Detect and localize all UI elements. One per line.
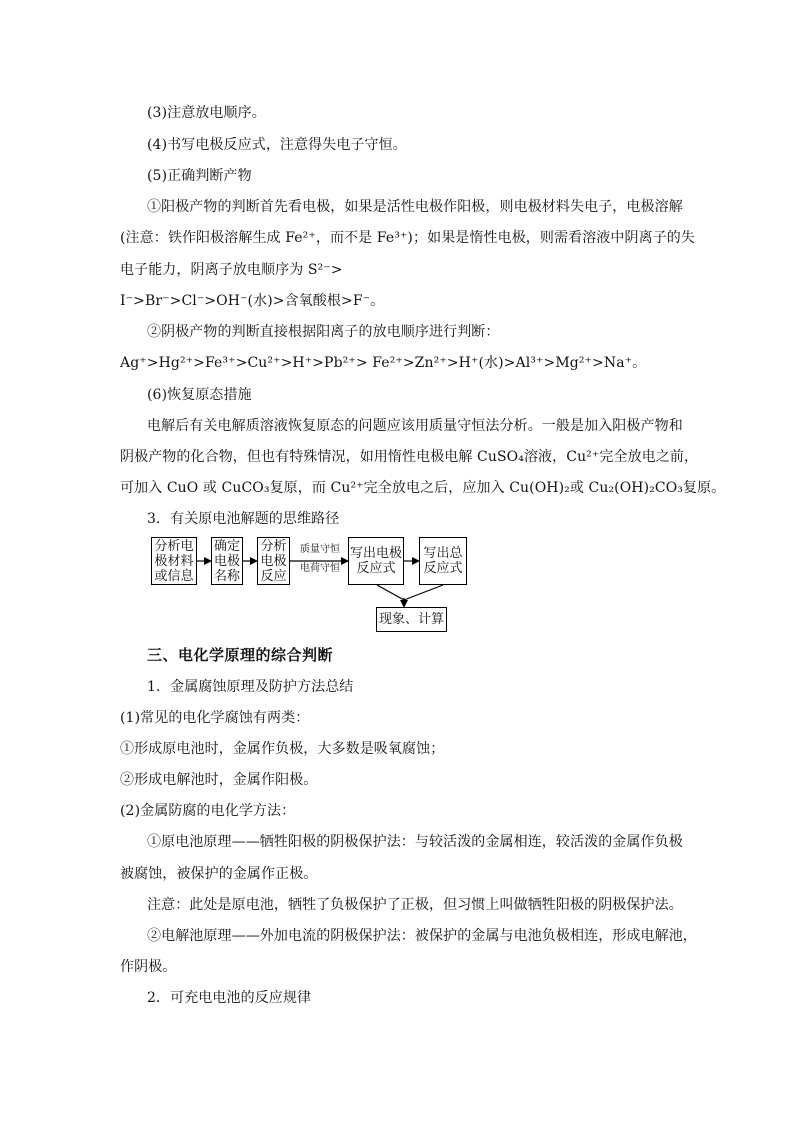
flow-box-phenomena: 现象、计算 [376, 607, 447, 632]
flow-box-overall-equation: 写出总 反应式 [419, 537, 467, 585]
text-line: Ag⁺>Hg²⁺>Fe³⁺>Cu²⁺>H⁺>Pb²⁺> Fe²⁺>Zn²⁺>H⁺(水)>Al³⁺>Mg²⁺>Na⁺。 [120, 355, 647, 371]
text-line: 阴极产物的化合物，但也有特殊情况，如用惰性电极电解 CuSO₄溶液，Cu²⁺完全放电之前， [120, 449, 699, 465]
text-line: 1．金属腐蚀原理及防护方法总结 [147, 679, 354, 695]
text-line: (4)书写电极反应式，注意得失电子守恒。 [147, 137, 407, 153]
connector [377, 585, 404, 600]
text-line: (3)注意放电顺序。 [147, 105, 266, 121]
flow-box-analyze-reaction: 分析 电极 反应 [257, 537, 290, 585]
text-line: ②形成电解池时，金属作阳极。 [120, 772, 318, 788]
text-line: (1)常见的电化学腐蚀有两类： [120, 710, 310, 726]
text-line: I⁻>Br⁻>Cl⁻>OH⁻(水)>含氧酸根>F⁻。 [120, 293, 385, 309]
flow-box-analyze-material: 分析电 极材料 或信息 [151, 537, 197, 585]
text-line: ①形成原电池时，金属作负极，大多数是吸氧腐蚀； [120, 741, 445, 757]
text-line: 电子能力，阴离子放电顺序为 S²⁻> [120, 262, 343, 278]
text-line: (2)金属防腐的电化学方法： [120, 803, 296, 819]
connector [404, 585, 443, 600]
text-line: ②电解池原理——外加电流的阴极保护法：被保护的金属与电池负极相连，形成电解池， [147, 928, 697, 944]
text-line: 作阴极。 [120, 959, 177, 975]
text-line: (5)正确判断产物 [147, 168, 252, 184]
text-line: (6)恢复原态措施 [147, 387, 252, 403]
text-line: 可加入 CuO 或 CuCO₃复原，而 Cu²⁺完全放电之后，应加入 Cu(OH)₂或 Cu₂(OH)₂CO₃复原。 [120, 480, 726, 496]
section-heading: 三、电化学原理的综合判断 [147, 646, 334, 664]
text-line: 2．可充电电池的反应规律 [147, 990, 312, 1006]
text-line: ①阳极产物的判断首先看电极，如果是活性电极作阳极，则电极材料失电子，电极溶解 [147, 199, 683, 215]
arrow-label-charge: 电荷守恒 [300, 563, 340, 574]
text-line: 被腐蚀，被保护的金属作正极。 [120, 866, 318, 882]
text-line: ①原电池原理——牺牲阳极的阴极保护法：与较活泼的金属相连，较活泼的金属作负极 [147, 834, 683, 850]
text-line: ②阴极产物的判断直接根据阳离子的放电顺序进行判断： [147, 324, 500, 340]
text-line: 3．有关原电池解题的思维路径 [147, 511, 340, 527]
flow-box-determine-electrode: 确定 电极 名称 [211, 537, 243, 585]
text-line: (注意：铁作阳极溶解生成 Fe²⁺，而不是 Fe³⁺)；如果是惰性电极，则需看溶液中阴离子的失 [120, 230, 695, 246]
flow-box-electrode-equation: 写出电极 反应式 [348, 537, 404, 585]
arrow-label-mass: 质量守恒 [300, 544, 340, 555]
text-line: 注意：此处是原电池，牺牲了负极保护了正极，但习惯上叫做牺牲阳极的阴极保护法。 [147, 897, 683, 913]
text-line: 电解后有关电解质溶液恢复原态的问题应该用质量守恒法分析。一般是加入阳极产物和 [147, 418, 683, 434]
